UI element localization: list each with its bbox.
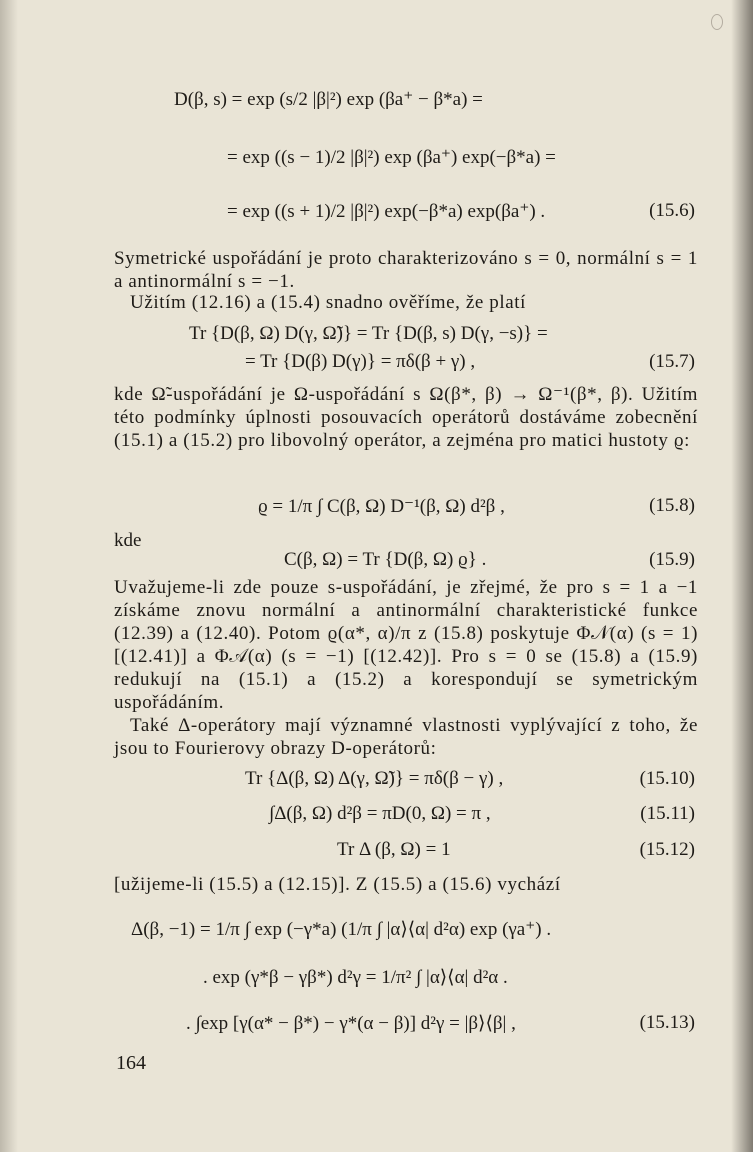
equation-15-7-line-1: Tr {D(β, Ω) D(γ, Ω̃)} = Tr {D(β, s) D(γ, −s)} = <box>189 323 548 344</box>
equation-number-15-6: (15.6) <box>649 200 695 221</box>
equation-15-6-line-2: = exp ((s − 1)/2 |β|²) exp (βa⁺) exp(−β*a) = <box>227 147 556 168</box>
equation-15-13-line-2: . exp (γ*β − γβ*) d²γ = 1/π² ∫ |α⟩⟨α| d²α . <box>203 967 508 988</box>
label-kde: kde <box>114 530 142 551</box>
equation-number-15-9: (15.9) <box>649 549 695 570</box>
scan-artifact <box>711 14 723 30</box>
equation-15-6-line-3: = exp ((s + 1)/2 |β|²) exp(−β*a) exp(βa⁺) . <box>227 201 546 222</box>
equation-15-8: ϱ = 1/π ∫ C(β, Ω) D⁻¹(β, Ω) d²β , <box>258 496 505 517</box>
page-number: 164 <box>116 1052 146 1074</box>
equation-15-9: C(β, Ω) = Tr {D(β, Ω) ϱ} . <box>284 549 487 570</box>
paragraph-delta-operators: Také Δ-operátory mají významné vlastnosti vyplývající z toho, že jsou to Fourierovy obrazy D-operátorů: <box>114 715 698 759</box>
equation-number-15-12: (15.12) <box>639 839 695 860</box>
equation-number-15-11: (15.11) <box>640 803 695 824</box>
equation-number-15-7: (15.7) <box>649 351 695 372</box>
equation-number-15-13: (15.13) <box>639 1012 695 1033</box>
equation-15-12: Tr Δ (β, Ω) = 1 <box>337 839 451 860</box>
equation-15-13-line-1: Δ(β, −1) = 1/π ∫ exp (−γ*a) (1/π ∫ |α⟩⟨α| d²α) exp (γa⁺) . <box>131 919 552 940</box>
equation-15-7-line-2: = Tr {D(β) D(γ)} = πδ(β + γ) , <box>245 351 476 372</box>
paragraph-s-ordering: Uvažujeme-li zde pouze s-uspořádání, je zřejmé, že pro s = 1 a −1 získáme znovu normální a antinormální charakteristické funkce (12.39) a (12.40). Potom ϱ(α*, α)/π z (15.8) poskytuje Φ𝒩(α) (s = 1) [(12.41)] a Φ𝒜(α) (s = −1) [(12.42)]. Pro s = 0 se (15.8) a (15.9) redukují na (15.1) a (15.2) a korespondují se symetrickým uspořádáním. <box>114 577 698 713</box>
paragraph-symmetric-ordering: Symetrické uspořádání je proto charakterizováno s = 0, normální s = 1 a antinormální s = −1. <box>114 248 698 292</box>
equation-number-15-8: (15.8) <box>649 495 695 516</box>
equation-15-10: Tr {Δ(β, Ω) Δ(γ, Ω̃)} = πδ(β − γ) , <box>245 768 504 789</box>
paragraph-using-relations: Užitím (12.16) a (15.4) snadno ověříme, že platí <box>130 292 527 313</box>
paragraph-using-definitions: [užijeme-li (15.5) a (12.15)]. Z (15.5) a (15.6) vychází <box>114 874 561 895</box>
paragraph-omega-tilde-ordering: kde Ω̃-uspořádání je Ω-uspořádání s Ω(β*, β) → Ω⁻¹(β*, β). Užitím této podmínky úplnosti posouvacích operátorů dostáváme zobecnění (15.1) a (15.2) pro libovolný operátor, a zejména pro matici hustoty ϱ: <box>114 384 698 451</box>
equation-15-13-line-3: . ∫exp [γ(α* − β*) − γ*(α − β)] d²γ = |β⟩⟨β| , <box>186 1013 516 1034</box>
equation-15-6-line-1: D(β, s) = exp (s/2 |β|²) exp (βa⁺ − β*a) = <box>174 89 483 110</box>
equation-number-15-10: (15.10) <box>639 768 695 789</box>
equation-15-11: ∫Δ(β, Ω) d²β = πD(0, Ω) = π , <box>269 803 491 824</box>
